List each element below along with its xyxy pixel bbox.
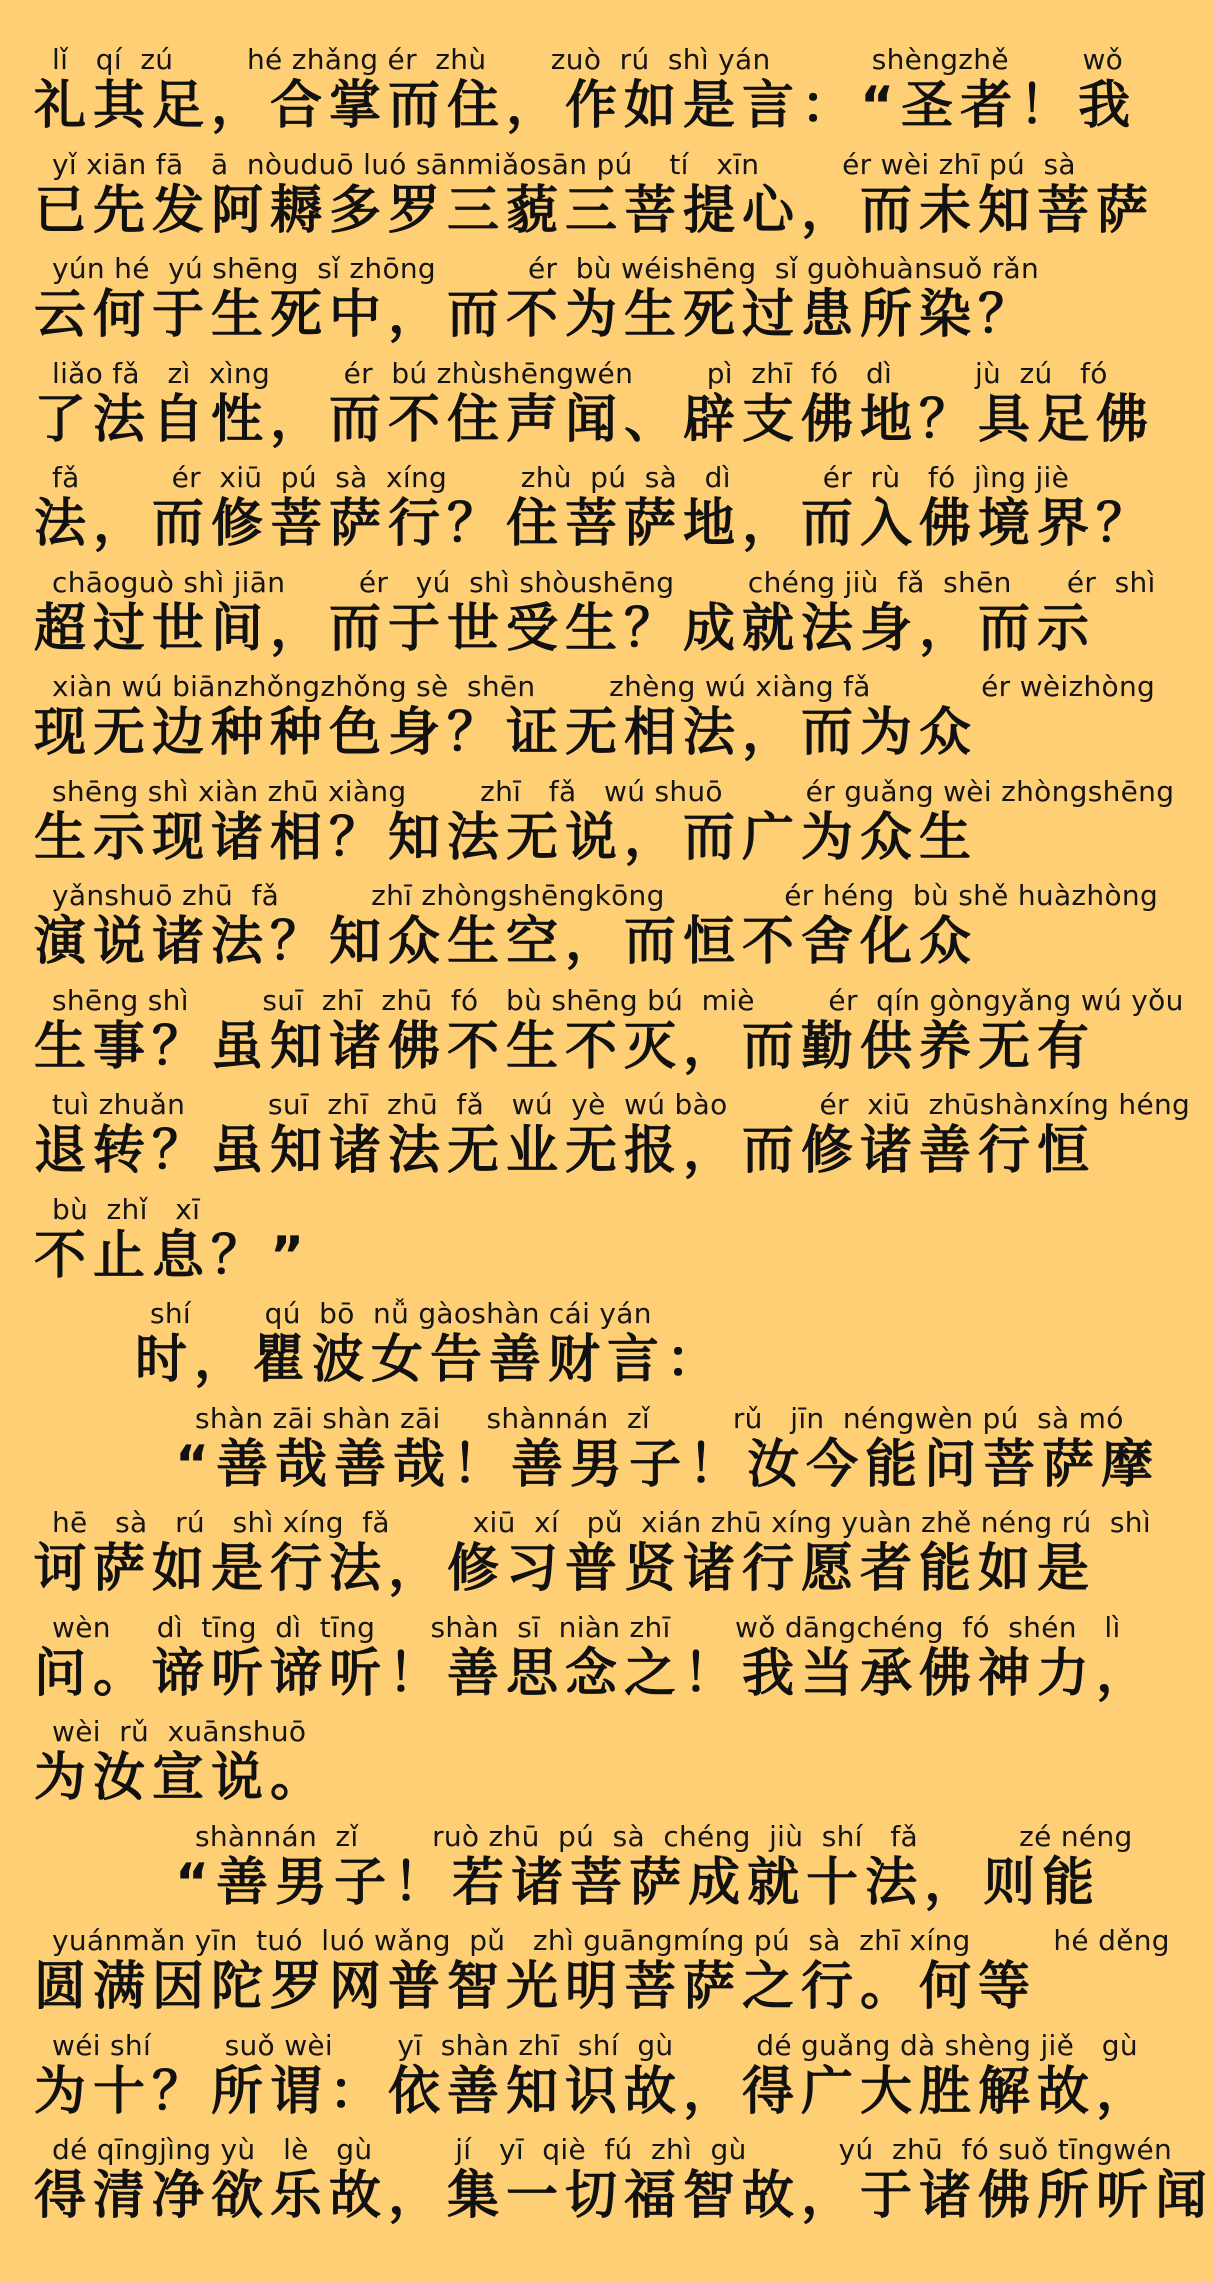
pinyin-line: wéi shí suǒ wèi yī shàn zhī shí gù dé guǎng dà shèng jiě gù — [52, 2028, 1138, 2062]
pinyin-line: xiàn wú biānzhǒngzhǒng sè shēn zhèng wú xiàng fǎ ér wèizhòng — [52, 670, 1156, 703]
chinese-line: 现无边种种色身？证无相法，而为众 — [34, 703, 979, 763]
pinyin-line: yuánmǎn yīn tuó luó wǎng pǔ zhì guāngmíng pú sà zhī xíng hé děng — [52, 1924, 1170, 1957]
chinese-line: 云何于生死中，而不为生死过患所染？ — [34, 285, 1038, 345]
pinyin-line: shēng shì suī zhī zhū fó bù shēng bú miè ér qín gòngyǎng wú yǒu — [52, 983, 1184, 1017]
pinyin-line: tuì zhuǎn suī zhī zhū fǎ wú yè wú bào ér xiū zhūshànxíng héng — [52, 1088, 1191, 1121]
pinyin-line: bù zhǐ xī — [52, 1192, 201, 1226]
text-line-19 — [0, 1921, 1170, 2026]
text-line-6 — [0, 563, 1156, 668]
text-line-13 — [0, 1294, 1080, 1399]
text-line-14 — [0, 1399, 1161, 1504]
chinese-line: 退转？虽知诸法无业无报，而修诸善行恒 — [34, 1121, 1097, 1181]
text-line-8 — [0, 772, 1175, 877]
text-line-11 — [0, 1085, 1191, 1190]
chinese-line: 诃萨如是行法，修习普贤诸行愿者能如是 — [34, 1539, 1097, 1599]
text-line-15 — [0, 1503, 1151, 1608]
chinese-line: 礼其足，合掌而住，作如是言：“圣者！我 — [34, 76, 1138, 136]
chinese-line: 为十？所谓：依善知识故，得广大胜解故， — [34, 2061, 1156, 2122]
chinese-line: 演说诸法？知众生空，而恒不舍化众 — [34, 912, 979, 972]
pinyin-line: shànnán zǐ ruò zhū pú sà chéng jiù shí fǎ zé néng — [195, 1819, 1133, 1853]
pinyin-line: liǎo fǎ zì xìng ér bú zhùshēngwén pì zhī fó dì jù zú fó — [52, 356, 1108, 390]
text-line-3 — [0, 249, 1080, 354]
pinyin-line: hē sà rú shì xíng fǎ xiū xí pǔ xián zhū xíng yuàn zhě néng rú shì — [52, 1506, 1151, 1539]
text-line-2 — [0, 145, 1156, 250]
pinyin-line: shàn zāi shàn zāi shànnán zǐ rǔ jīn néngwèn pú sà mó — [195, 1401, 1124, 1435]
chinese-line: 法，而修菩萨行？住菩萨地，而入佛境界？ — [34, 494, 1156, 554]
chinese-line: 时，瞿波女告善财言： — [135, 1330, 726, 1390]
pinyin-line: yǎnshuō zhū fǎ zhī zhòngshēngkōng ér héng bù shě huàzhòng — [52, 879, 1159, 912]
text-line-12 — [0, 1190, 1080, 1295]
pinyin-line: fǎ ér xiū pú sà xíng zhù pú sà dì ér rù fó jìng jiè — [52, 461, 1070, 494]
text-line-18 — [0, 1817, 1133, 1922]
text-line-5 — [0, 458, 1156, 563]
pinyin-line: wèn dì tīng dì tīng shàn sī niàn zhī wǒ dāngchéng fó shén lì — [52, 1610, 1121, 1644]
chinese-line: 圆满因陀罗网普智光明菩萨之行。何等 — [34, 1957, 1038, 2017]
pinyin-line: yǐ xiān fā ā nòuduō luó sānmiǎosān pú tí xīn ér wèi zhī pú sà — [52, 147, 1076, 181]
text-line-16 — [0, 1608, 1156, 1713]
text-line-1 — [0, 40, 1138, 145]
chinese-line: “善男子！若诸菩萨成就十法，则能 — [175, 1852, 1102, 1913]
chinese-line: 已先发阿耨多罗三藐三菩提心，而未知菩萨 — [34, 180, 1156, 241]
text-line-20 — [0, 2026, 1156, 2131]
chinese-line: 生示现诸相？知法无说，而广为众生 — [34, 807, 979, 868]
chinese-line: 问。谛听谛听！善思念之！我当承佛神力， — [34, 1643, 1156, 1704]
text-line-7 — [0, 667, 1156, 772]
pinyin-line: chāoguò shì jiān ér yú shì shòushēng chéng jiù fǎ shēn ér shì — [52, 565, 1156, 599]
text-line-21 — [0, 2130, 1214, 2235]
text-line-10 — [0, 981, 1184, 1086]
text-line-17 — [0, 1712, 1080, 1817]
chinese-line: 为汝宣说。 — [34, 1748, 330, 1808]
pinyin-line: yún hé yú shēng sǐ zhōng ér bù wéishēng sǐ guòhuànsuǒ rǎn — [52, 252, 1040, 285]
chinese-line: 生事？虽知诸佛不生不灭，而勤供养无有 — [34, 1016, 1097, 1077]
chinese-line: 超过世间，而于世受生？成就法身，而示 — [34, 598, 1097, 659]
chinese-line: 不止息？” — [34, 1225, 312, 1286]
text-line-9 — [0, 876, 1159, 981]
pinyin-line: shí qú bō nǚ gàoshàn cái yán — [150, 1297, 652, 1330]
pinyin-line: shēng shì xiàn zhū xiàng zhī fǎ wú shuō ér guǎng wèi zhòngshēng — [52, 774, 1175, 808]
chinese-line: “善哉善哉！善男子！汝今能问菩萨摩 — [175, 1434, 1161, 1495]
chinese-line: 了法自性，而不住声闻、辟支佛地？具足佛 — [34, 389, 1156, 450]
chinese-line: 得清净欲乐故，集一切福智故，于诸佛所听闻 — [34, 2166, 1214, 2226]
pinyin-line: lǐ qí zú hé zhǎng ér zhù zuò rú shì yán shèngzhě wǒ — [52, 43, 1124, 76]
text-line-4 — [0, 354, 1156, 459]
pinyin-line: wèi rǔ xuānshuō — [52, 1715, 307, 1748]
pinyin-line: dé qīngjìng yù lè gù jí yī qiè fú zhì gù yú zhū fó suǒ tīngwén — [52, 2133, 1173, 2166]
